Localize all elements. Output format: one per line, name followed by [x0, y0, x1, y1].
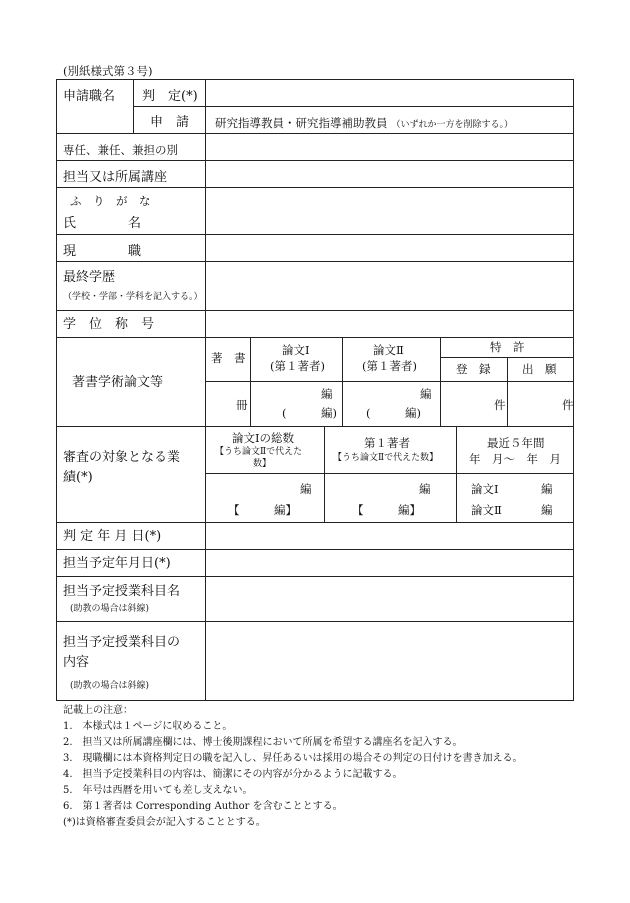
divider [56, 576, 574, 577]
divider [56, 310, 574, 311]
ronbun2-hen-unit: 編 [420, 387, 432, 401]
note-item: 2. 担当又は所属講座欄には、博士後期課程において所属を希望する講座名を記入する。 [63, 737, 463, 748]
tantou-date-label: 担当予定年月日(*) [63, 556, 171, 571]
note-item: 1. 本様式は１ページに収めること。 [63, 721, 233, 732]
divider [440, 357, 574, 358]
divider [56, 133, 574, 134]
review-col1-hen: 編 [300, 482, 312, 496]
ronbun1-hen-unit: 編 [321, 387, 333, 401]
ronbun2-hen-paren: ( 編) [366, 406, 421, 420]
ronbun1-header-sub: (第１著者) [270, 359, 325, 373]
hantei-label: 判 定(*) [142, 89, 198, 104]
divider [56, 337, 574, 338]
hantei-date-label: 判 定 年 月 日(*) [63, 529, 162, 544]
divider [56, 426, 574, 427]
review-col1-header: 論文Ⅰの総数 [232, 431, 295, 445]
jugyou-naiyou-label: 担当予定授業科目の [63, 635, 181, 650]
divider [56, 160, 574, 161]
ronbun2-header-sub: (第１著者) [362, 359, 417, 373]
touroku-header: 登 録 [456, 362, 491, 376]
shutsugan-ken-unit: 件 [562, 398, 574, 412]
saishu-gakureki-label: 最終学歴 [63, 270, 116, 285]
shimei-label: 氏 名 [63, 216, 142, 231]
tantou-kouza-label: 担当又は所属講座 [63, 170, 168, 185]
divider [133, 106, 574, 107]
divider [56, 522, 574, 523]
divider [205, 381, 574, 382]
gakui-shougou-label: 学 位 称 号 [63, 317, 155, 332]
review-col1-bracket: 【 編】 [228, 503, 297, 517]
divider [507, 357, 508, 426]
review-col3-header: 最近５年間 [487, 436, 545, 450]
divider [56, 187, 574, 188]
review-col2-hen: 編 [419, 482, 431, 496]
jugyou-naiyou-label-2: 内容 [63, 655, 90, 670]
review-col2-header: 第１著者 [364, 436, 410, 450]
note-item: 3. 現職欄には本資格判定日の職を記入し、昇任あるいは採用の場合その判定の日付けを書き加える。 [63, 753, 523, 764]
form-number: (別紙様式第３号) [63, 64, 153, 78]
shinsei-label: 申 請 [150, 115, 190, 130]
note-item: 6. 第１著者は Corresponding Author を含むこととする。 [63, 801, 343, 812]
tokkyo-header: 特 許 [490, 340, 525, 354]
divider [56, 261, 574, 262]
jugyou-name-label: 担当予定授業科目名 [63, 584, 181, 599]
divider [205, 473, 574, 474]
review-label: 審査の対象となる業 [63, 450, 181, 465]
divider [324, 426, 325, 522]
ronbun1-hen-paren: ( 編) [282, 406, 337, 420]
ronbun2-header: 論文Ⅱ [373, 343, 404, 357]
chosho-header: 著 書 [211, 351, 246, 365]
touroku-ken-unit: 件 [494, 398, 506, 412]
shutsugan-header: 出 願 [522, 362, 557, 376]
ronbun1-header: 論文Ⅰ [282, 343, 310, 357]
review-col2-sub: 【うち論文Ⅱで代えた数】 [333, 453, 439, 463]
review-ronbun1-hen: 編 [541, 482, 553, 496]
notes-footer: (*)は資格審査委員会が記入することとする。 [63, 817, 266, 828]
furigana-label: ふ り が な [70, 194, 151, 208]
review-col1-sub: 【うち論文Ⅱで代えた [215, 447, 303, 457]
shinsei-value: 研究指導教員・研究指導補助教員 （いずれか一方を削除する。） [215, 116, 514, 130]
jugyou-name-note: (助教の場合は斜線) [70, 604, 150, 614]
divider [456, 426, 457, 522]
satsu-unit: 冊 [236, 398, 248, 412]
review-ronbun1: 論文Ⅰ [471, 482, 499, 496]
divider [56, 621, 574, 622]
review-col1-sub2: 数】 [253, 459, 272, 469]
review-label-2: 績(*) [63, 470, 93, 485]
note-item: 5. 年号は西暦を用いても差し支えない。 [63, 785, 253, 796]
note-item: 4. 担当予定授業科目の内容は、簡潔にその内容が分かるように記載する。 [63, 769, 403, 780]
senkai-label: 専任、兼任、兼担の別 [63, 143, 178, 157]
saishu-gakureki-note: （学校・学部・学科を記入する。） [63, 292, 203, 302]
shinsei-shokumei-label: 申請職名 [63, 89, 116, 104]
review-col2-bracket: 【 編】 [352, 503, 421, 517]
notes-title: 記載上の注意： [63, 705, 133, 716]
publications-label: 著書学術論文等 [72, 375, 164, 390]
jugyou-naiyou-note: (助教の場合は斜線) [70, 681, 150, 691]
review-ronbun2-hen: 編 [541, 503, 553, 517]
review-col3-sub: 年 月～ 年 月 [469, 452, 561, 466]
divider [56, 234, 574, 235]
divider [205, 133, 206, 701]
divider [56, 549, 574, 550]
genshoku-label: 現 職 [63, 244, 142, 259]
review-ronbun2: 論文Ⅱ [471, 503, 502, 517]
